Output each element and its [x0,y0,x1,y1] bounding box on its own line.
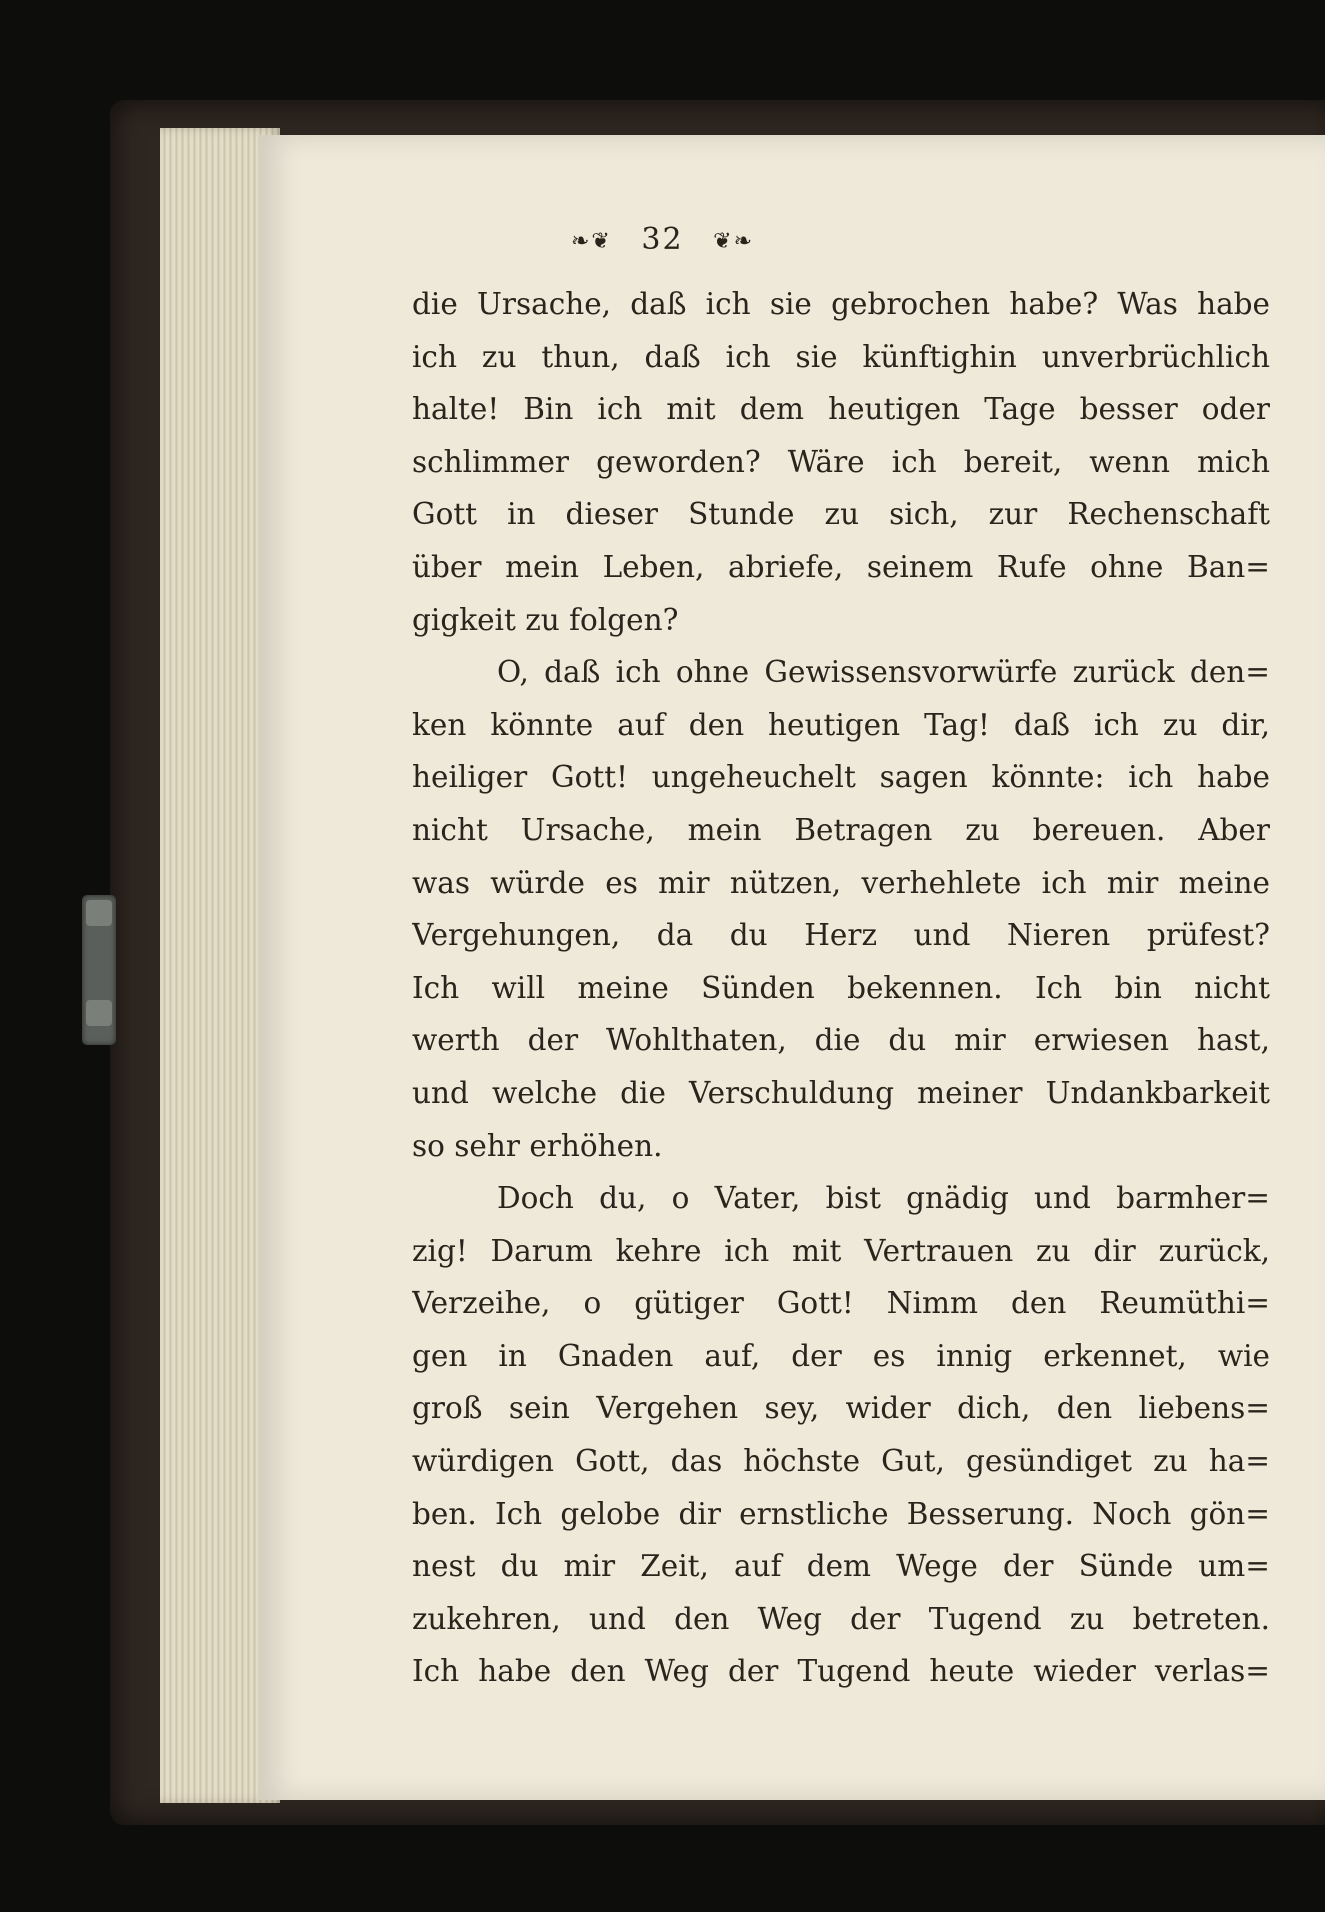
text-line: nest du mir Zeit, auf dem Wege der Sünde um= [412,1549,1270,1584]
text-line: die Ursache, daß ich sie gebrochen habe? Was habe [412,287,1270,321]
clasp-knob [86,1000,112,1026]
ornament-right-icon: ❦❧ [713,228,755,254]
text-line: O, daß ich ohne Gewissensvorwürfe zurück den= [497,655,1270,690]
clasp-knob [86,900,112,926]
text-line: über mein Leben, abriefe, seinem Rufe ohne Ban= [412,549,1270,584]
text-line: zukehren, und den Weg der Tugend zu betreten. [412,1601,1270,1636]
text-line: Verzeihe, o gütiger Gott! Nimm den Reumüthi= [412,1286,1270,1321]
text-line: halte! Bin ich mit dem heutigen Tage besser oder [412,392,1270,427]
page-number: 32 [641,222,684,257]
text-line: zig! Darum kehre ich mit Vertrauen zu dir zurück, [412,1233,1270,1268]
text-line: werth der Wohlthaten, die du mir erwiesen hast, [412,1023,1270,1058]
text-line: gen in Gnaden auf, der es innig erkennet, wie [412,1338,1270,1373]
text-line: Gott in dieser Stunde zu sich, zur Rechenschaft [412,497,1270,532]
text-line: groß sein Vergehen sey, wider dich, den liebens= [412,1391,1270,1426]
text-line: ich zu thun, daß ich sie künftighin unverbrüchlich [412,339,1270,374]
text-line: schlimmer geworden? Wäre ich bereit, wenn mich [412,444,1270,479]
text-line: würdigen Gott, das höchste Gut, gesündiget zu ha= [412,1444,1270,1479]
text-line: gigkeit zu folgen? [412,602,679,637]
text-line: ben. Ich gelobe dir ernstliche Besserung. Noch gön= [412,1496,1270,1531]
page-text [412,278,1270,1698]
text-line: ken könnte auf den heutigen Tag! daß ich zu dir, [412,707,1270,742]
text-line: und welche die Verschuldung meiner Undankbarkeit [412,1075,1270,1110]
text-line: Ich habe den Weg der Tugend heute wieder verlas= [412,1654,1270,1689]
text-line: so sehr erhöhen. [412,1128,663,1163]
text-line: was würde es mir nützen, verhehlete ich mir meine [412,865,1270,900]
text-line: Ich will meine Sünden bekennen. Ich bin nicht [412,970,1270,1005]
ornament-left-icon: ❧❦ [570,228,612,254]
text-line: Vergehungen, da du Herz und Nieren prüfest? [412,918,1270,953]
page-header [0,222,1325,257]
text-line: heiliger Gott! ungeheuchelt sagen könnte: ich habe [412,760,1270,795]
text-line: nicht Ursache, mein Betragen zu bereuen. Aber [412,812,1270,847]
text-line: Doch du, o Vater, bist gnädig und barmher= [497,1181,1270,1216]
